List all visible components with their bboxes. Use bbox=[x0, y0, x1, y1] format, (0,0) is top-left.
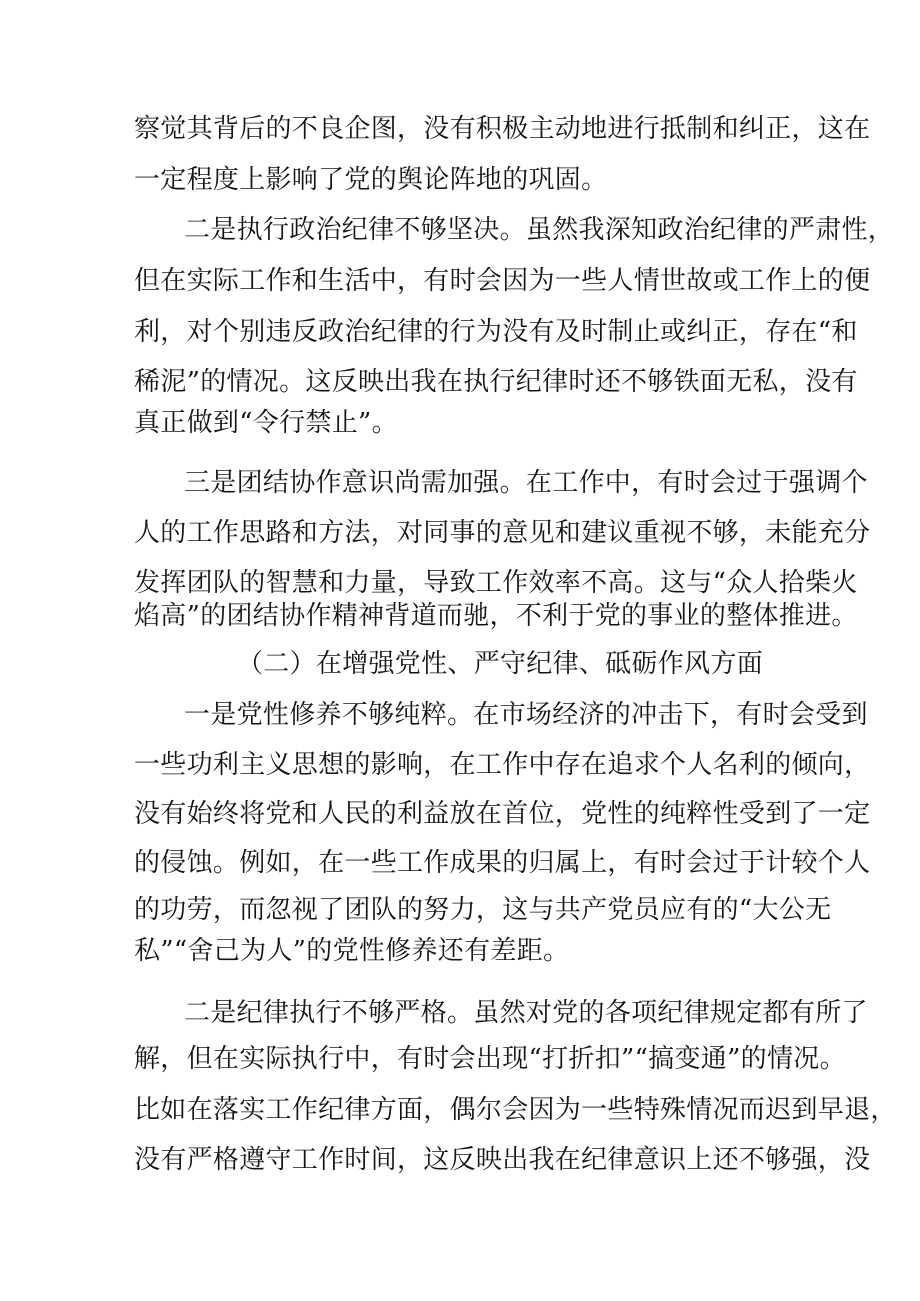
text-line: 一定程度上影响了党的舆论阵地的巩固。 bbox=[134, 165, 608, 195]
paragraph-start-line: 二是纪律执行不够严格。虽然对党的各项纪律规定都有所了 bbox=[184, 998, 868, 1028]
text-line: 解，但在实际执行中，有时会出现“打折扣”“搞变通”的情况。 bbox=[134, 1044, 846, 1074]
text-line: 发挥团队的智慧和力量，导致工作效率不高。这与“众人拾柴火 bbox=[134, 568, 858, 598]
text-line: 人的工作思路和方法，对同事的意见和建议重视不够，未能充分 bbox=[134, 518, 871, 548]
text-line: 没有严格遵守工作时间，这反映出我在纪律意识上还不够强，没 bbox=[134, 1145, 871, 1175]
text-line: 利，对个别违反政治纪律的行为没有及时制止或纠正，存在“和 bbox=[134, 317, 858, 347]
text-line: 焰高”的团结协作精神背道而驰，不利于党的事业的整体推进。 bbox=[134, 601, 858, 631]
text-line: 私”“舍己为人”的党性修养还有差距。 bbox=[134, 936, 570, 966]
paragraph-start-line: 二是执行政治纪律不够坚决。虽然我深知政治纪律的严肃性， bbox=[184, 215, 895, 245]
text-line: 真正做到“令行禁止”。 bbox=[134, 408, 398, 438]
text-line: 的侵蚀。例如，在一些工作成果的归属上，有时会过于计较个人 bbox=[134, 848, 871, 878]
paragraph-start-line: 三是团结协作意识尚需加强。在工作中，有时会过于强调个 bbox=[184, 468, 868, 498]
section-heading: （二）在增强党性、严守纪律、砥砺作风方面 bbox=[237, 649, 764, 679]
text-line: 但在实际工作和生活中，有时会因为一些人情世故或工作上的便 bbox=[134, 266, 871, 296]
text-line: 比如在落实工作纪律方面，偶尔会因为一些特殊情况而迟到早退， bbox=[134, 1095, 897, 1125]
text-line: 察觉其背后的不良企图，没有积极主动地进行抵制和纠正，这在 bbox=[134, 114, 871, 144]
text-line: 没有始终将党和人民的利益放在首位，党性的纯粹性受到了一定 bbox=[134, 799, 871, 829]
paragraph-start-line: 一是党性修养不够纯粹。在市场经济的冲击下，有时会受到 bbox=[184, 700, 868, 730]
text-line: 一些功利主义思想的影响，在工作中存在追求个人名利的倾向， bbox=[134, 750, 871, 780]
text-line: 稀泥”的情况。这反映出我在执行纪律时还不够铁面无私，没有 bbox=[134, 367, 858, 397]
text-line: 的功劳，而忽视了团队的努力，这与共产党员应有的“大公无 bbox=[134, 895, 832, 925]
